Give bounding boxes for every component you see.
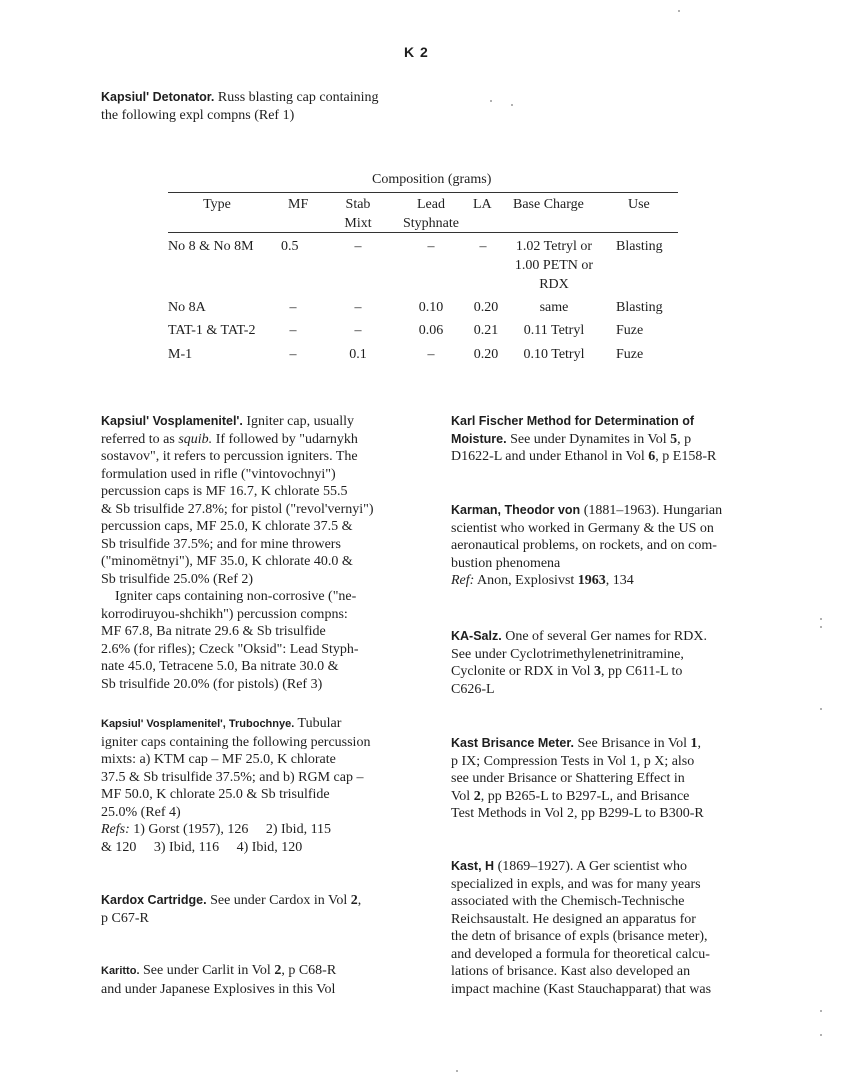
scan-speck <box>678 10 680 12</box>
brisance-entry: Kast Brisance Meter. See Brisance in Vol 1, p IX; Compression Tests in Vol 1, p X; also see under Brisance or Shattering Effect in Vol 2, pp B265-L to B297-L, and Brisance Test Methods in Vol 2, pp B299-L to B300-R <box>451 736 704 821</box>
scan-speck <box>820 1010 822 1012</box>
kast-entry: Kast, H (1869–1927). A Ger scientist who specialized in expls, and was for many years associated with the Chemisch-Technische Reichsaustalt. He designed an apparatus for the detn of brisance of expls (brisance meter), and developed a formula for theoretical calcu- lations of brisance. Kast also developed an impact machine (Kast Stauchapparat) that was <box>451 859 712 997</box>
fischer-title: Karl Fischer Method for Determination of <box>451 414 695 428</box>
header-lead: Lead Styphnate <box>403 197 459 231</box>
scan-speck <box>820 618 822 620</box>
detonator-text-1: Russ blasting cap containing <box>217 90 379 105</box>
scan-speck <box>820 626 822 628</box>
fischer-entry: Karl Fischer Method for Determination of Moisture. See under Dynamites in Vol 5, p D1622-L and under Ethanol in Vol 6, p E158-R <box>451 413 771 466</box>
header-la: LA <box>473 197 492 212</box>
header-base: Base Charge <box>513 197 584 212</box>
vosplamenitel-title: Kapsiul' Vosplamenitel'. <box>101 414 243 428</box>
karman-title: Karman, Theodor von <box>451 503 581 517</box>
kardox-entry: Kardox Cartridge. See under Cardox in Vol 2, p C67-R <box>101 893 362 926</box>
detonator-text-2: the following expl compns (Ref 1) <box>101 107 295 123</box>
kardox-title: Kardox Cartridge. <box>101 893 207 907</box>
scan-speck <box>511 104 513 106</box>
header-type: Type <box>203 197 231 212</box>
scan-speck <box>820 708 822 710</box>
karman-entry: Karman, Theodor von (1881–1963). Hungarian scientist who worked in Germany & the US on aeronautical problems, on rockets, and on com- bustion phenomena Ref: Anon, Explosivst 1963, 134 <box>451 503 723 588</box>
scan-speck <box>490 100 492 102</box>
kasalz-title: KA-Salz. <box>451 629 502 643</box>
header-mf: MF <box>288 197 309 212</box>
vosplamenitel-entry: Kapsiul' Vosplamenitel'. Igniter cap, usually referred to as squib. If followed by "udarnykh sostavov", it refers to percussion igniters. The formulation used in rifle ("vintovochnyi") percussion caps is MF 16.7, K chlorate 55.5 & Sb trisulfide 27.8%; for pistol ("revol'vernyi") percussion caps, MF 25.0, K chlorate 37.5 & Sb trisulfide 37.5%; and for mine throwers ("minomëtnyi"), MF 35.0, K chlorate 40.0 & Sb trisulfide 25.0% (Ref 2) Igniter caps containing non-corrosive ("ne- korrodiruyou-shchikh") percussion compns: MF 67.8, Ba nitrate 29.6 & Sb trisulfide 2.6% (for rifles); Czeck "Oksid": Lead Styph- nate 45.0, Tetracene 5.0, Ba nitrate 30.0 & Sb trisulfide 20.0% (for pistols) (Ref 3) <box>101 414 374 692</box>
table-caption: Composition (grams) <box>372 172 492 187</box>
kasalz-entry: KA-Salz. One of several Ger names for RDX. See under Cyclotrimethylenetrinitramine, Cyclonite or RDX in Vol 3, pp C611-L to C626-L <box>451 629 707 697</box>
scan-speck <box>456 1070 458 1072</box>
scan-speck <box>820 1034 822 1036</box>
header-use: Use <box>628 197 650 212</box>
trubochnye-entry: Kapsiul' Vosplamenitel', Trubochnye. Tubular igniter caps containing the following percussion mixts: a) KTM cap – MF 25.0, K chlorate 37.5 & Sb trisulfide 37.5%; and b) RGM cap – MF 50.0, K chlorate 25.0 & Sb trisulfide 25.0% (Ref 4) Refs: 1) Gorst (1957), 126 2) Ibid, 115 & 120 3) Ibid, 116 4) Ibid, 120 <box>101 716 371 855</box>
detonator-entry <box>101 89 431 124</box>
page-number: K 2 <box>404 44 429 60</box>
karitto-title: Karitto. <box>101 965 140 977</box>
detonator-title: Kapsiul' Detonator. <box>101 90 215 104</box>
table-top-rule <box>168 192 678 193</box>
karitto-entry: Karitto. See under Carlit in Vol 2, p C68-R and under Japanese Explosives in this Vol <box>101 963 337 997</box>
kast-title: Kast, H <box>451 859 495 873</box>
header-stab: Stab Mixt <box>344 197 372 231</box>
brisance-title: Kast Brisance Meter. <box>451 736 574 750</box>
trubochnye-title: Kapsiul' Vosplamenitel', Trubochnye. <box>101 718 295 730</box>
